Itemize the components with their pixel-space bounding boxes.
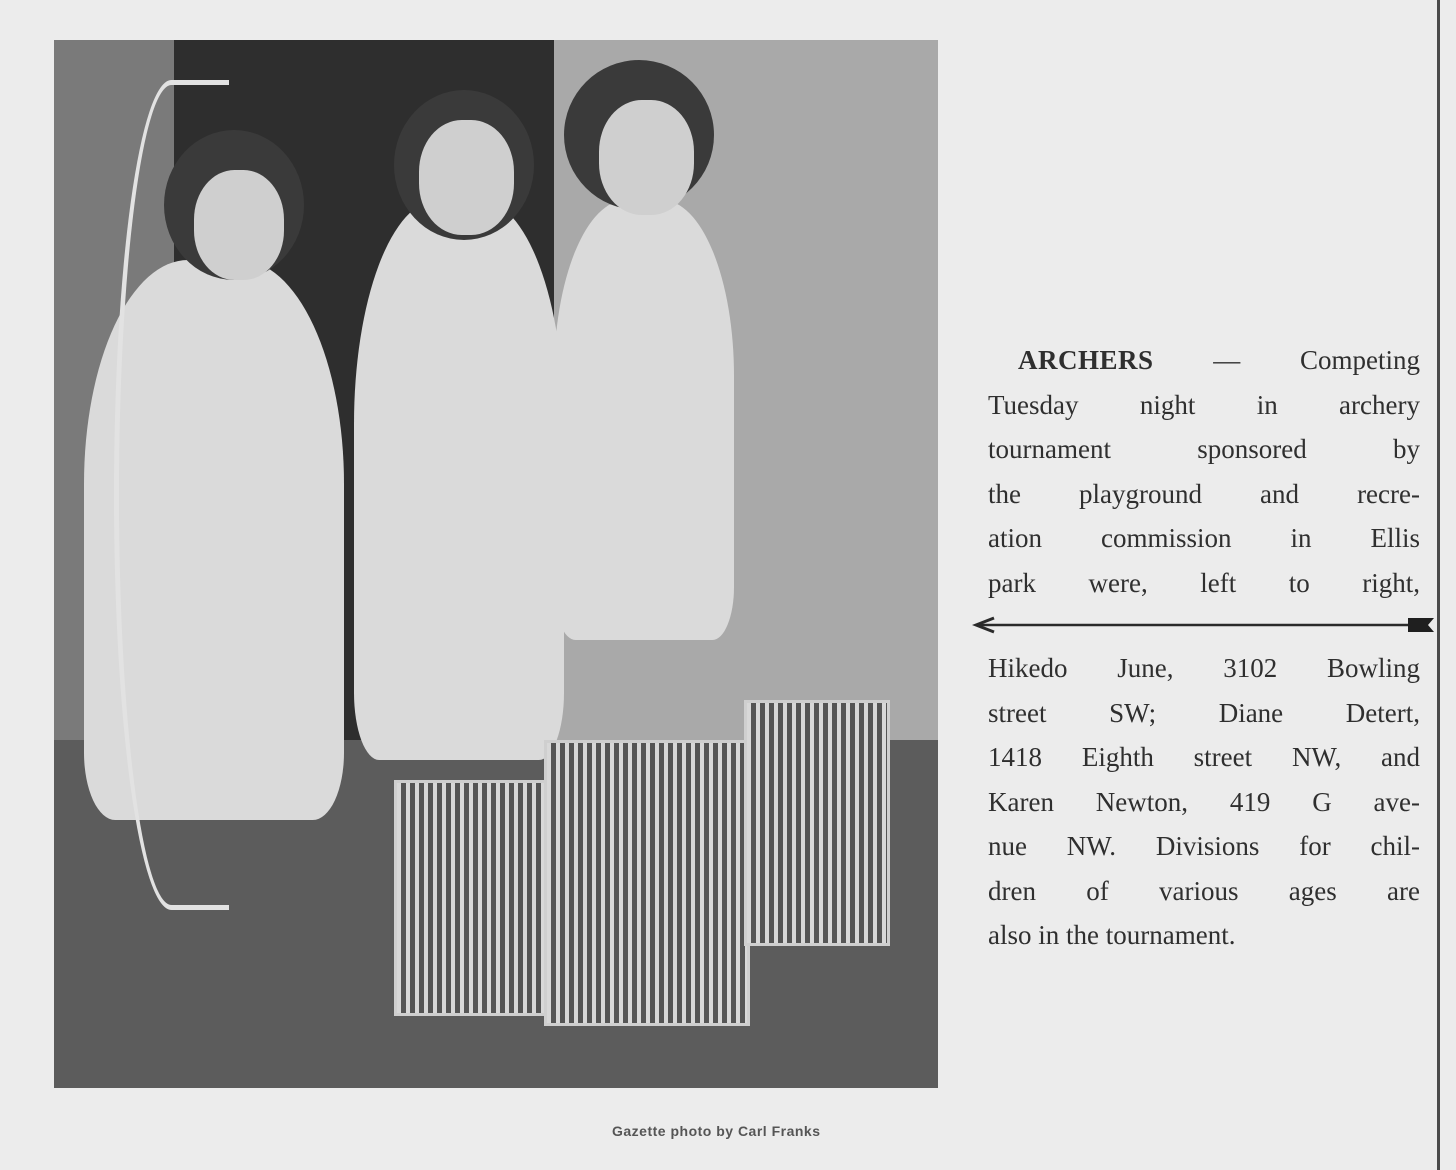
caption-line: also in the tournament. <box>988 920 1236 950</box>
person-right <box>554 200 734 640</box>
caption-top <box>988 338 1420 605</box>
caption-line: park were, left to right, <box>988 567 1420 598</box>
caption-line: ARCHERS — Competing <box>1018 345 1420 375</box>
arrow-rack <box>544 740 750 1026</box>
person-right-face <box>599 100 694 215</box>
caption-line: Tuesday night in archery <box>988 389 1420 420</box>
person-middle <box>354 200 564 760</box>
caption-line: 1418 Eighth street NW, and <box>988 742 1420 772</box>
photo-credit: Gazette photo by Carl Franks <box>612 1123 821 1139</box>
person-middle-face <box>419 120 514 235</box>
caption-line: Karen Newton, 419 G ave- <box>988 786 1420 817</box>
column-rule <box>1437 0 1440 1170</box>
caption-line: Hikedo June, 3102 Bowling <box>988 653 1420 683</box>
arrow-rack <box>744 700 890 946</box>
caption-headline: ARCHERS <box>1018 345 1154 375</box>
caption-line: dren of various ages are <box>988 875 1420 906</box>
caption-line: the playground and recre- <box>988 478 1420 509</box>
caption-line: street SW; Diane Detert, <box>988 697 1420 728</box>
caption-line: nue NW. Divisions for chil- <box>988 831 1420 861</box>
news-photo <box>54 40 938 1088</box>
bow-icon <box>114 80 229 910</box>
caption-line: tournament sponsored by <box>988 434 1420 464</box>
caption-bottom <box>988 646 1420 958</box>
arrow-rack <box>394 780 550 1016</box>
caption-line: ation commission in Ellis <box>988 523 1420 553</box>
arrow-left-icon <box>972 616 1438 634</box>
